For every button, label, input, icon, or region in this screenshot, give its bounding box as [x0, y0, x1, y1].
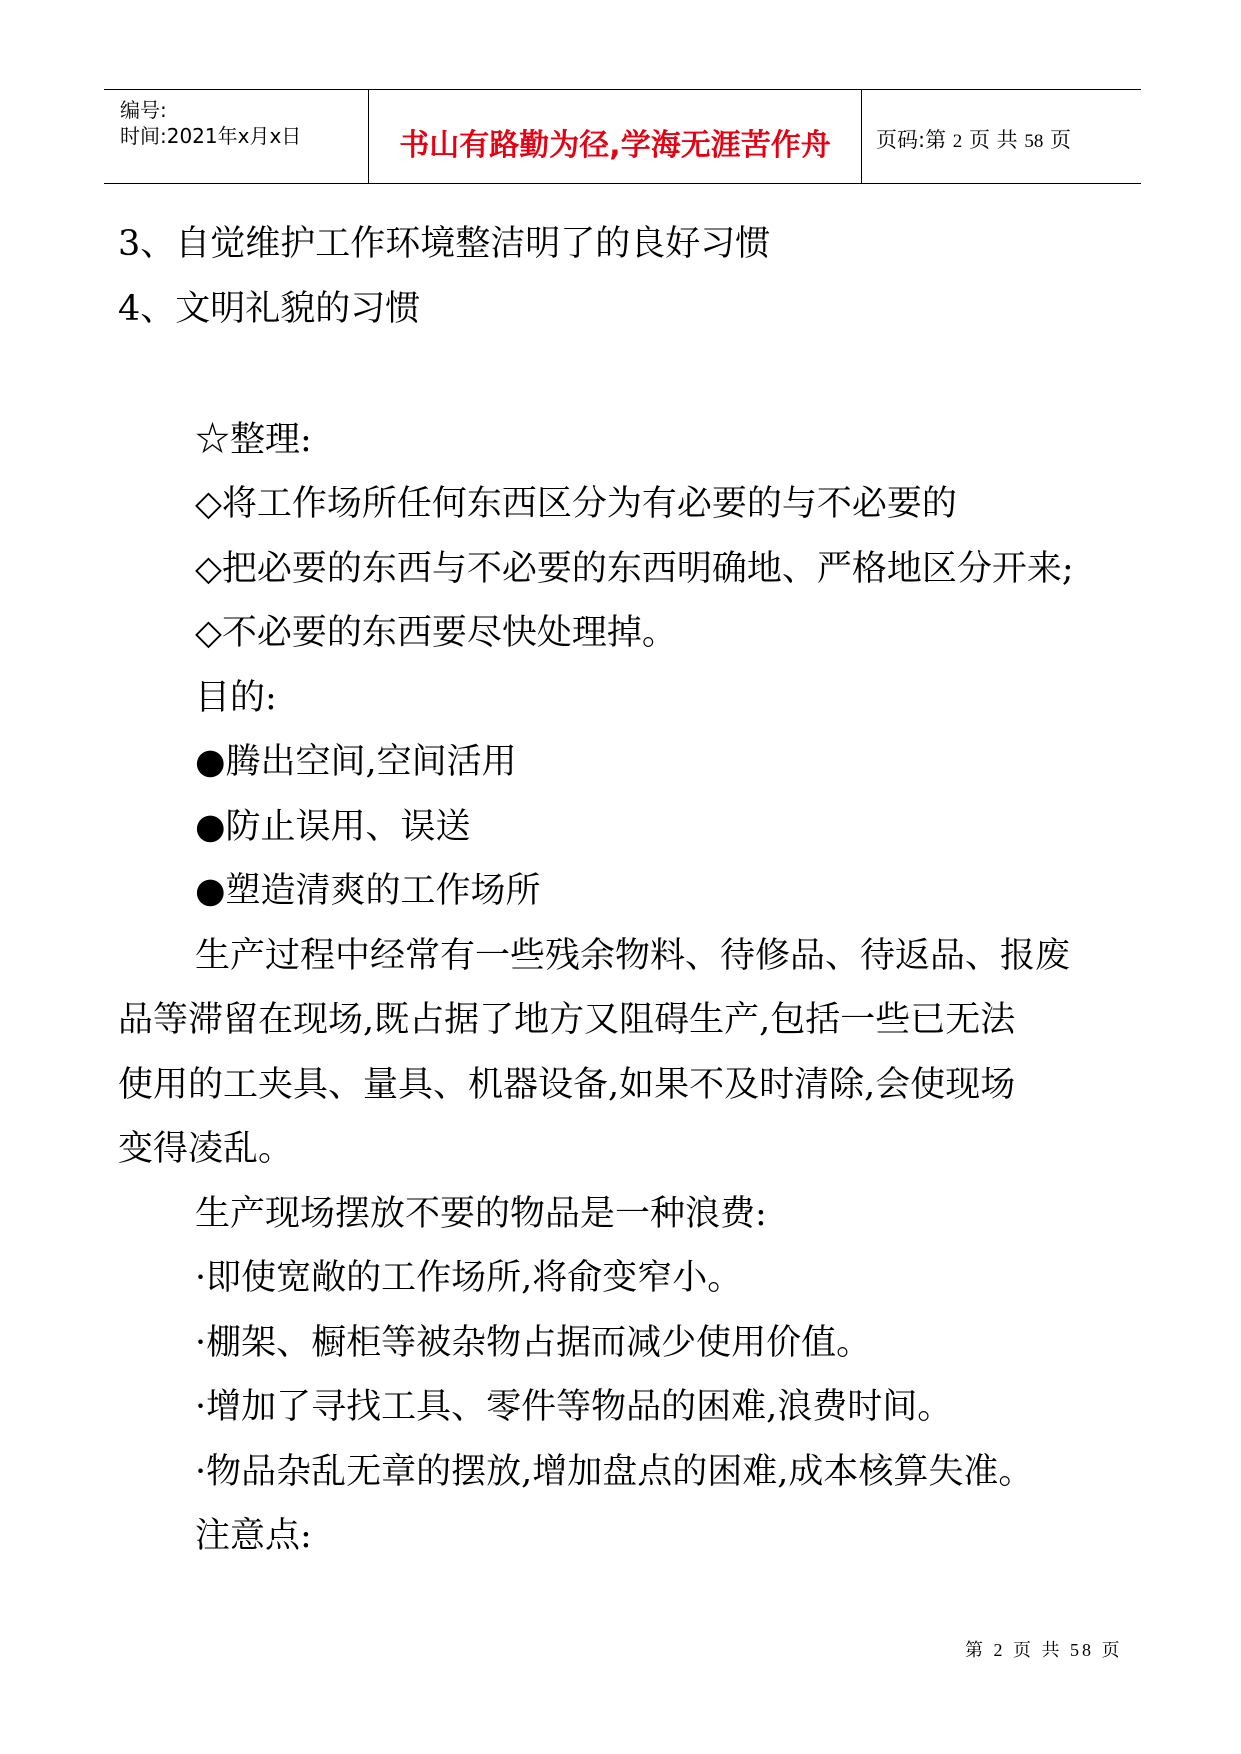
page-prefix: 页码:第 [876, 128, 947, 152]
dot-item: ·物品杂乱无章的摆放,增加盘点的困难,成本核算失准。 [195, 1452, 1034, 1492]
page-total: 58 [1024, 131, 1044, 152]
body-line: 3、自觉维护工作环境整洁明了的良好习惯 [118, 224, 771, 264]
body-line: 4、文明礼貌的习惯 [118, 289, 421, 329]
paragraph-line: 使用的工夹具、量具、机器设备,如果不及时清除,会使现场 [118, 1065, 1016, 1105]
subheading: 目的: [195, 678, 277, 718]
dot-item: ·棚架、橱柜等被杂物占据而减少使用价值。 [195, 1323, 872, 1363]
page-footer: 第 2 页 共 58 页 [965, 1640, 1123, 1660]
motto: 书山有路勤为径,学海无涯苦作舟 [399, 128, 831, 163]
number-label: 编号: [120, 98, 167, 122]
page-mid: 页 共 [968, 128, 1018, 152]
body-line: ◇不必要的东西要尽快处理掉。 [195, 613, 677, 653]
paragraph-line: 生产现场摆放不要的物品是一种浪费: [195, 1194, 767, 1234]
page-suffix: 页 [1050, 128, 1072, 152]
paragraph-line: 生产过程中经常有一些残余物料、待修品、待返品、报废 [195, 936, 1071, 976]
time-label: 时间:2021年x月x日 [120, 124, 302, 148]
bullet-item: ●防止误用、误送 [195, 807, 471, 847]
header-meta-cell [104, 90, 369, 183]
bullet-item: ●塑造清爽的工作场所 [195, 871, 541, 911]
page-current: 2 [952, 131, 963, 152]
section-heading: ☆整理: [195, 420, 312, 460]
bullet-item: ●腾出空间,空间活用 [195, 742, 517, 782]
dot-item: ·即使宽敞的工作场所,将俞变窄小。 [195, 1258, 743, 1298]
body-line: ◇把必要的东西与不必要的东西明确地、严格地区分开来; [195, 549, 1074, 589]
header-page-cell [862, 90, 1141, 183]
paragraph-line: 品等滞留在现场,既占据了地方又阻碍生产,包括一些已无法 [118, 1000, 1016, 1040]
header-motto-cell [369, 90, 862, 183]
document-header [104, 89, 1141, 184]
dot-item: ·增加了寻找工具、零件等物品的困难,浪费时间。 [195, 1387, 953, 1427]
header-page-number [876, 124, 1071, 154]
body-line: ◇将工作场所任何东西区分为有必要的与不必要的 [195, 484, 957, 524]
paragraph-line: 变得凌乱。 [118, 1129, 294, 1169]
subheading: 注意点: [195, 1516, 312, 1556]
